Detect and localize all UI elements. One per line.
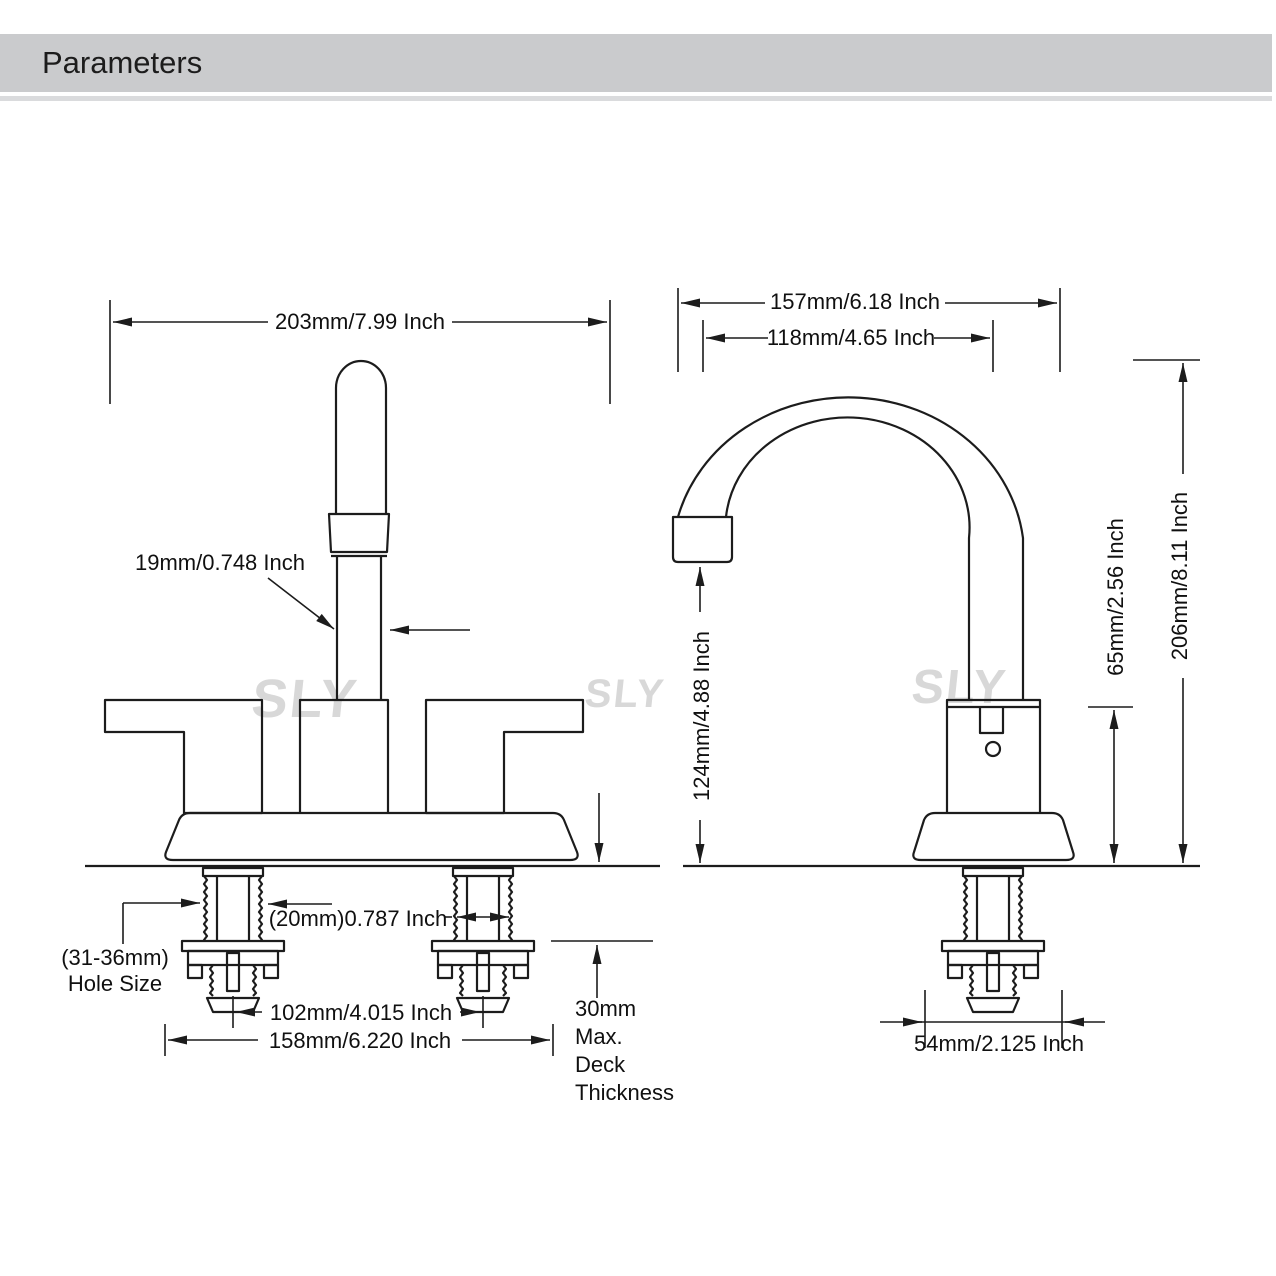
deck-thickness-line1: 30mm xyxy=(575,996,637,1021)
deck-thickness-line4: Thickness xyxy=(575,1080,675,1105)
brand-watermark: SLY xyxy=(248,669,362,729)
dim-label-spout-diameter: 19mm/0.748 Inch xyxy=(135,550,305,575)
dim-label-body-height: 65mm/2.56 Inch xyxy=(1103,518,1128,676)
dim-label-hole-size xyxy=(45,945,185,997)
dim-label-clearance: 124mm/4.88 Inch xyxy=(689,631,714,801)
brand-watermark: SLY xyxy=(909,661,1010,714)
dim-label-reach: 118mm/4.65 Inch xyxy=(766,325,936,350)
brand-watermark: SLY xyxy=(582,672,668,716)
dim-label-faucet-centers: 102mm/4.015 Inch xyxy=(269,1000,453,1025)
dim-label-base-width: 158mm/6.220 Inch xyxy=(268,1028,452,1053)
dim-label-overall-height: 206mm/8.11 Inch xyxy=(1167,491,1192,661)
hole-size-line1: (31-36mm) xyxy=(61,945,169,970)
page-title: Parameters xyxy=(42,45,203,80)
dim-label-overall-width: 203mm/7.99 Inch xyxy=(275,309,445,334)
deck-thickness-line2: Max. xyxy=(575,1024,623,1049)
dim-label-shank-diameter: (20mm)0.787 Inch xyxy=(268,906,448,931)
dim-label-deck-thickness xyxy=(575,995,685,1107)
dim-label-depth: 157mm/6.18 Inch xyxy=(770,289,940,314)
dim-label-base-depth: 54mm/2.125 Inch xyxy=(914,1031,1084,1056)
side-view-faucet xyxy=(673,397,1200,1012)
deck-thickness-line3: Deck xyxy=(575,1052,626,1077)
hole-size-line2: Hole Size xyxy=(67,971,163,996)
